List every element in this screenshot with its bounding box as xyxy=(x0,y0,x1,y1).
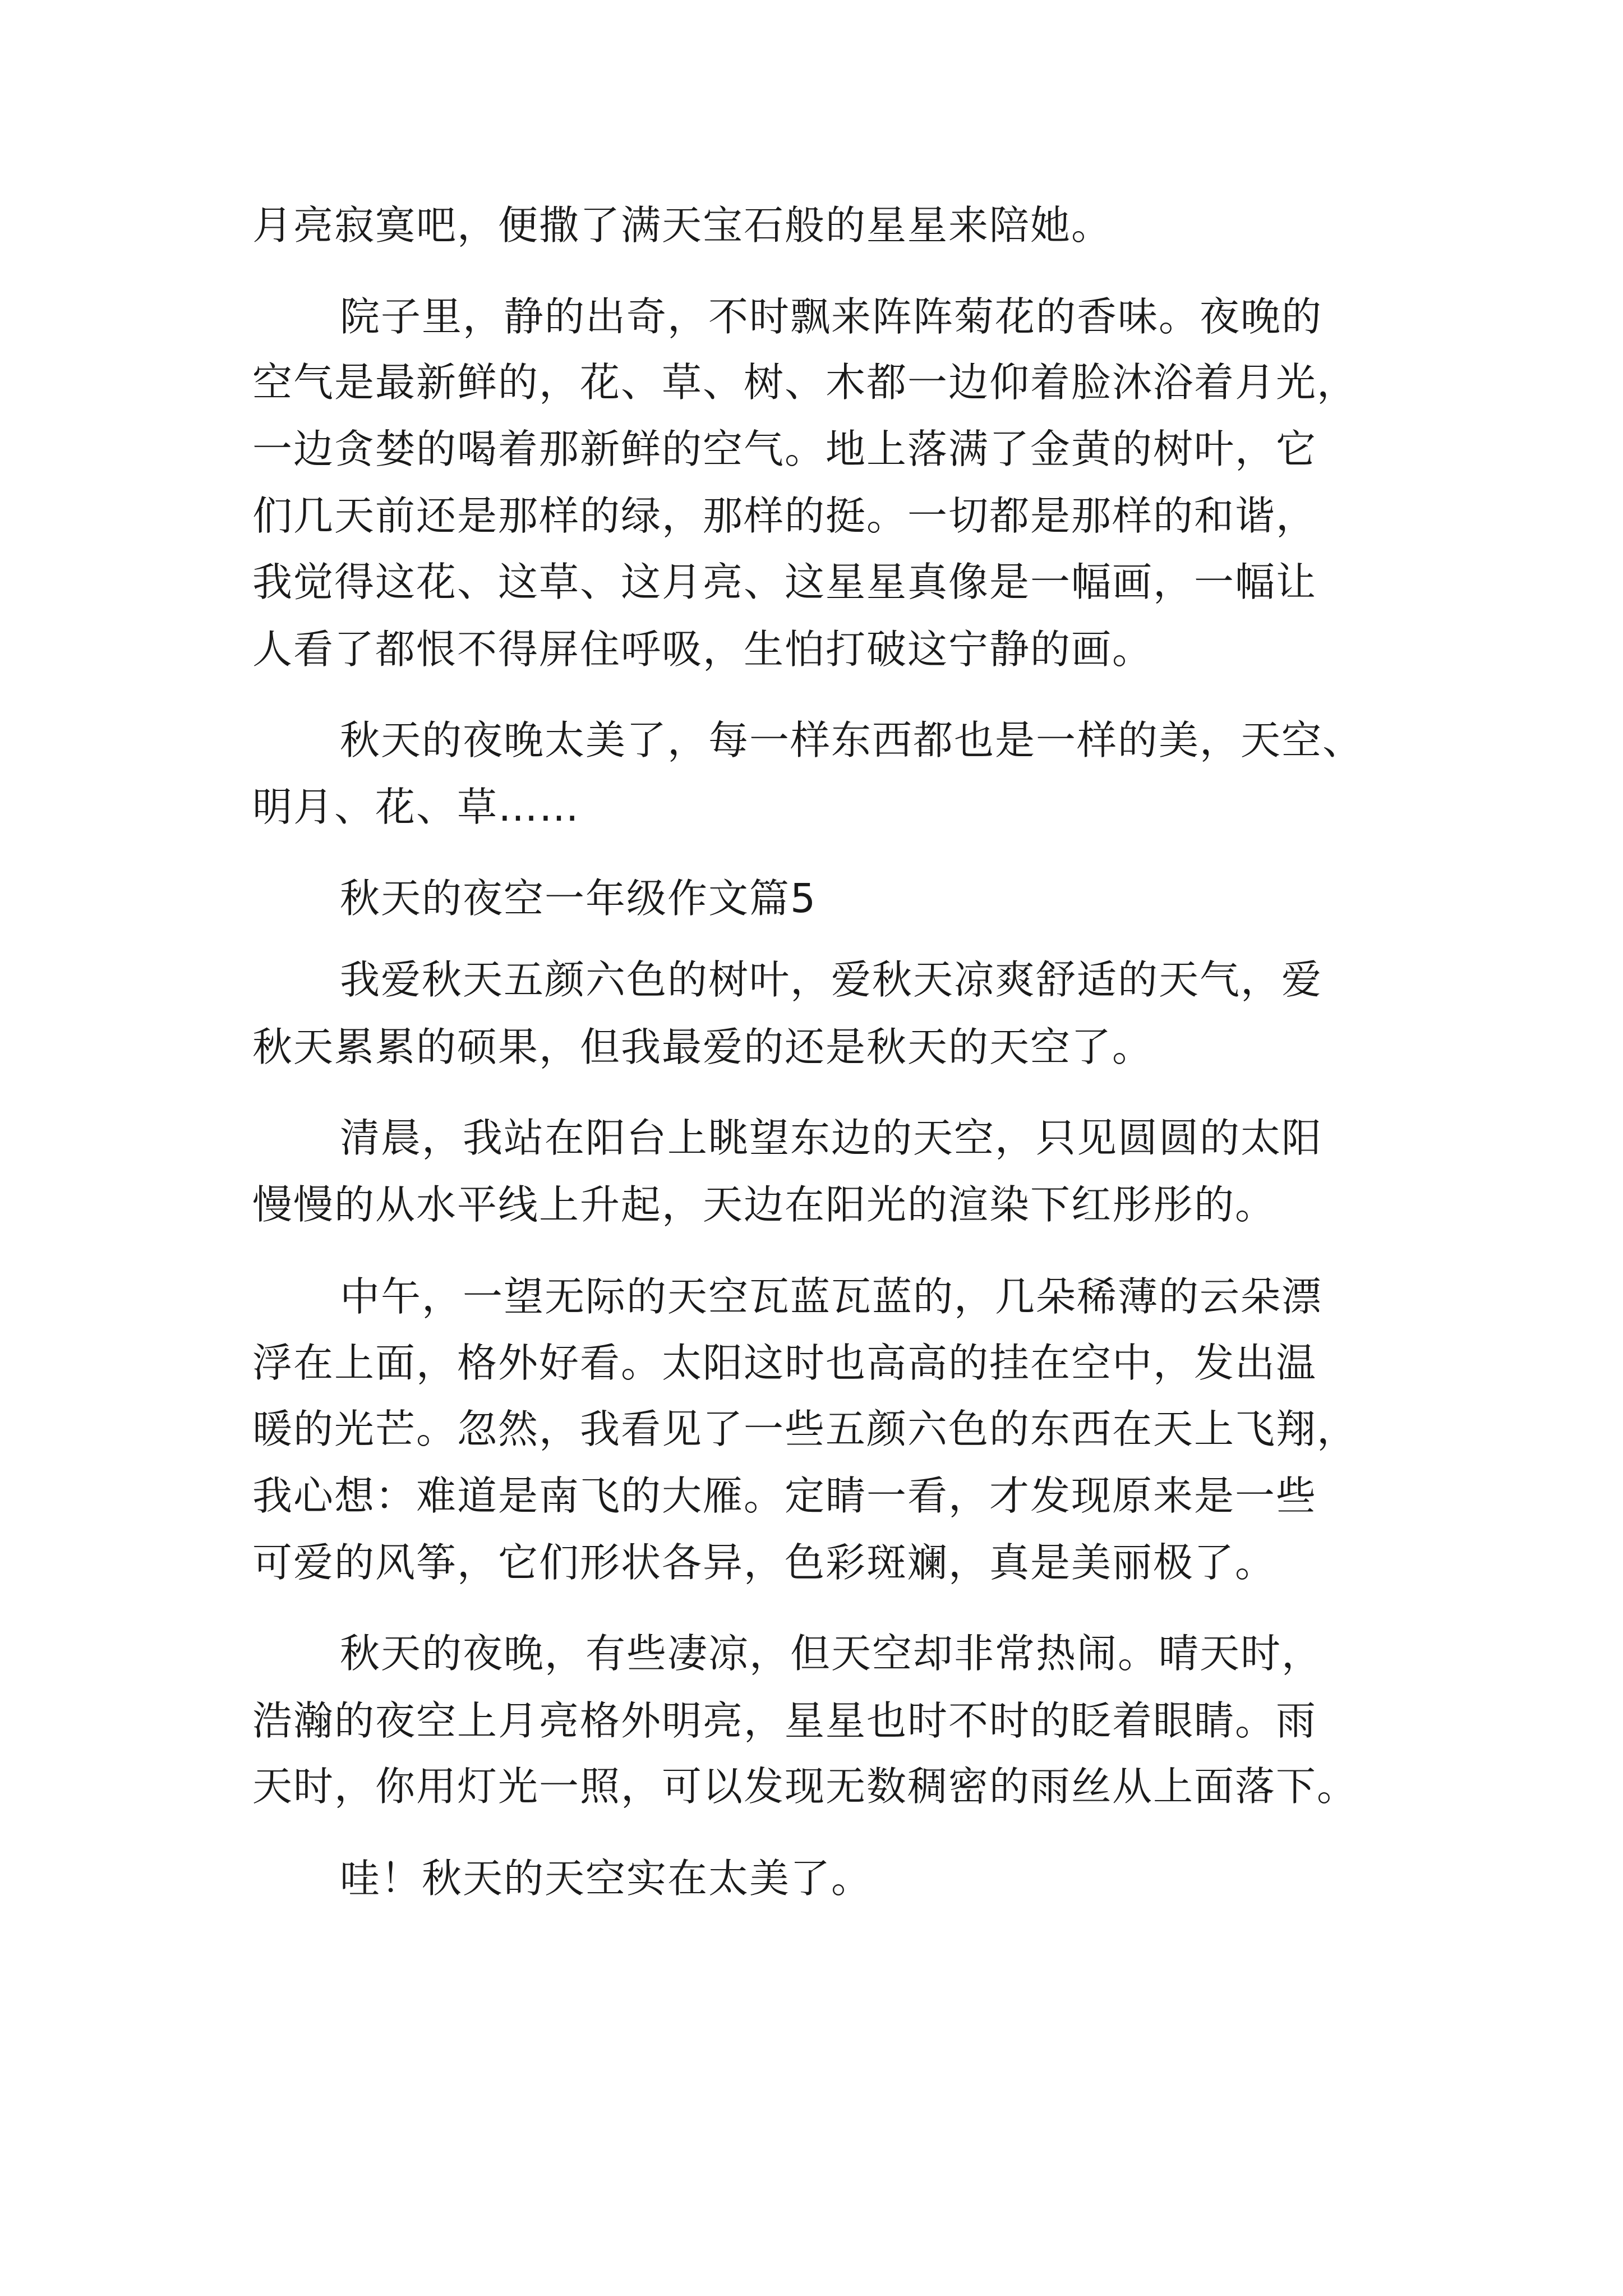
text-line: 浮在上面，格外好看。太阳这时也高高的挂在空中，发出温 xyxy=(252,1340,1317,1386)
paragraph-start-line: 我爱秋天五颜六色的树叶，爱秋天凉爽舒适的天气，爱 xyxy=(340,956,1323,1003)
text-line: 月亮寂寞吧，便撒了满天宝石般的星星来陪她。 xyxy=(252,202,1113,249)
text-line: 人看了都恨不得屏住呼吸，生怕打破这宁静的画。 xyxy=(252,626,1154,673)
paragraph-start-line: 院子里，静的出奇，不时飘来阵阵菊花的香味。夜晚的 xyxy=(340,293,1323,340)
text-line: 浩瀚的夜空上月亮格外明亮，星星也时不时的眨着眼睛。雨 xyxy=(252,1697,1317,1744)
section-heading: 秋天的夜空一年级作文篇5 xyxy=(340,875,817,922)
paragraph-start-line: 秋天的夜晚，有些凄凉，但天空却非常热闹。晴天时， xyxy=(340,1630,1323,1677)
text-line: 们几天前还是那样的绿，那样的挺。一切都是那样的和谐， xyxy=(252,493,1317,539)
text-line: 慢慢的从水平线上升起，天边在阳光的渲染下红彤彤的。 xyxy=(252,1181,1276,1228)
text-line: 我觉得这花、这草、这月亮、这星星真像是一幅画，一幅让 xyxy=(252,559,1317,605)
paragraph-start-line: 清晨，我站在阳台上眺望东边的天空，只见圆圆的太阳 xyxy=(340,1115,1323,1161)
text-line: 我心想：难道是南飞的大雁。定睛一看，才发现原来是一些 xyxy=(252,1473,1317,1519)
text-line: 秋天累累的硕果，但我最爱的还是秋天的天空了。 xyxy=(252,1024,1154,1070)
text-line: 空气是最新鲜的，花、草、树、木都一边仰着脸沐浴着月光， xyxy=(252,359,1358,406)
text-line: 可爱的风筝，它们形状各异，色彩斑斓，真是美丽极了。 xyxy=(252,1539,1276,1586)
text-line: 暖的光芒。忽然，我看见了一些五颜六色的东西在天上飞翔， xyxy=(252,1406,1358,1452)
text-line: 天时，你用灯光一照，可以发现无数稠密的雨丝从上面落下。 xyxy=(252,1763,1358,1810)
paragraph-start-line: 哇！秋天的天空实在太美了。 xyxy=(340,1855,873,1902)
paragraph-start-line: 秋天的夜晚太美了，每一样东西都也是一样的美，天空、 xyxy=(340,717,1364,763)
paragraph-start-line: 中午，一望无际的天空瓦蓝瓦蓝的，几朵稀薄的云朵漂 xyxy=(340,1273,1323,1320)
text-line: 明月、花、草…… xyxy=(252,784,580,830)
text-line: 一边贪婪的喝着那新鲜的空气。地上落满了金黄的树叶，它 xyxy=(252,426,1317,472)
